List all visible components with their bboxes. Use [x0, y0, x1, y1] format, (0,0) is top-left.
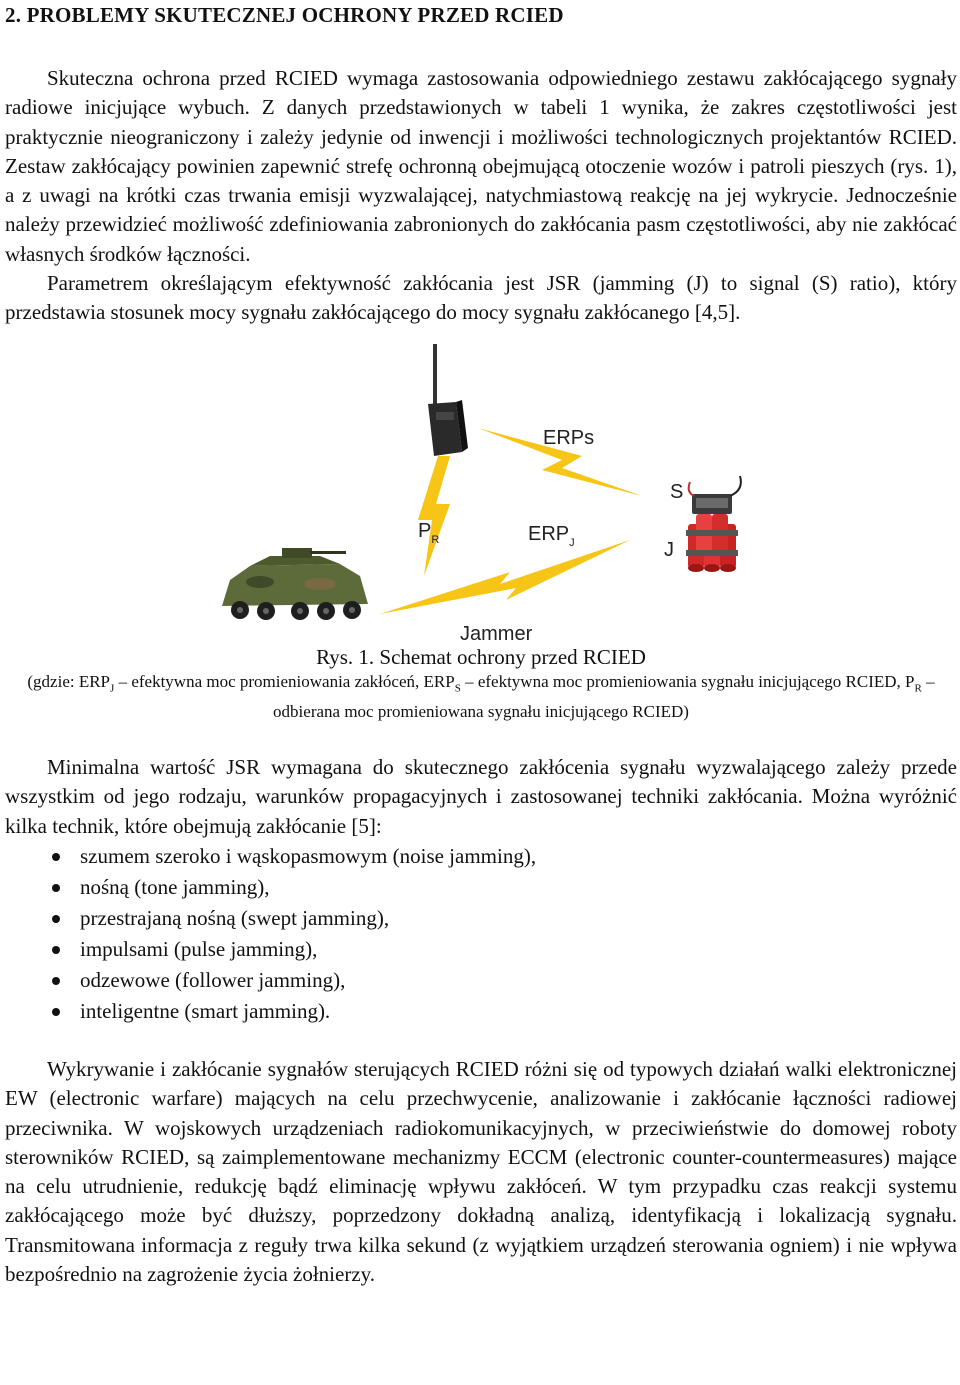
- figure-rcied-scheme: [5, 344, 957, 644]
- label-erpj: $ERP_J$: [528, 522, 575, 549]
- figure-caption-description: (gdzie: $ERP_J$ – efektywna moc promieniowania zakłóceń, $ERP_S$ – efektywna moc promieniowania sygnału inicjującego RCIED, $P_R$ – odbierana moc promieniowana sygnału inicjującego RCIED): [27, 671, 935, 722]
- jamming-techniques-list: [5, 841, 957, 1027]
- list-item: nośną (tone jamming),: [5, 872, 957, 903]
- paragraph-techniques: Minimalna wartość JSR wymagana do skutecznego zakłócenia sygnału wyzwalającego zależy przede wszystkim od jego rodzaju, warunków propagacyjnych i zastosowanej techniki zakłócania. Można wyróżnić kilka technik, które obejmują zakłócanie [5]:: [5, 755, 957, 838]
- figure-caption-title: Rys. 1. Schemat ochrony przed RCIED: [316, 644, 646, 669]
- dynamite-bomb-icon: [686, 476, 741, 572]
- transmitter-icon: [428, 344, 468, 456]
- armored-vehicle-icon: [222, 548, 368, 620]
- list-item: odzewowe (follower jamming),: [5, 965, 957, 996]
- signal-bolt-erpj-icon: [380, 540, 630, 614]
- label-jammer: Jammer: [460, 622, 533, 644]
- list-item: szumem szeroko i wąskopasmowym (noise jamming),: [5, 841, 957, 872]
- label-s: S: [670, 480, 684, 503]
- paragraph-intro: Skuteczna ochrona przed RCIED wymaga zastosowania odpowiedniego zestawu zakłócającego sygnały radiowe inicjujące wybuch. Z danych przedstawionych w tabeli 1 wynika, że zakres częstotliwości jest praktycznie nieograniczony i zależy jedynie od inwencji i możliwości technologicznych projektantów RCIED. Zestaw zakłócający powinien zapewnić strefę ochronną obejmującą otoczenie wozów i patroli pieszych (rys. 1), a z uwagi na krótki czas trwania emisji wyzwalającej, natychmiastową reakcję na jej wykrycie. Jednocześnie należy przewidzieć możliwość zdefiniowania zabronionych do zakłócania pasm częstotliwości, aby nie zakłócać własnych środków łączności.: [5, 66, 957, 266]
- document-page: [5, 0, 957, 1289]
- section-heading: 2. PROBLEMY SKUTECZNEJ OCHRONY PRZED RCIED: [5, 3, 564, 27]
- list-item: przestrajaną nośną (swept jamming),: [5, 903, 957, 934]
- signal-bolt-pr-icon: [418, 456, 450, 576]
- label-pr: $P_R$: [418, 519, 440, 546]
- paragraph-jsr: Parametrem określającym efektywność zakłócania jest JSR (jamming (J) to signal (S) ratio), który przedstawia stosunek mocy sygnału zakłócającego do mocy sygnału zakłócanego [4,5].: [5, 271, 957, 325]
- label-erps: ERPs: [543, 426, 595, 449]
- rcied-scheme-illustration: [210, 344, 770, 644]
- paragraph-detection: Wykrywanie i zakłócanie sygnałów sterujących RCIED różni się od typowych działań walki elektronicznej EW (electronic warfare) mających na celu przechwycenie, analizowanie i zakłócanie łączności radiowej przeciwnika. W wojskowych urządzeniach radiokomunikacyjnych, w przeciwieństwie do domowej roboty sterowników RCIED, są zaimplementowane mechanizmy ECCM (electronic counter-countermeasures) mające na celu utrudnienie, redukcję bądź eliminację wpływu zakłóceń. W tym przypadku czas reakcji systemu zakłócającego może być dłuższy, poprzedzony dokładną analizą, identyfikacją i lokalizacją sygnału. Transmitowana informacja z reguły trwa kilka sekund (z wyjątkiem urządzeń sterowania ogniem) i nie wpływa bezpośrednio na zagrożenie życia żołnierzy.: [5, 1056, 957, 1287]
- list-item: impulsami (pulse jamming),: [5, 934, 957, 965]
- list-item: inteligentne (smart jamming).: [5, 996, 957, 1027]
- label-j: J: [664, 538, 674, 561]
